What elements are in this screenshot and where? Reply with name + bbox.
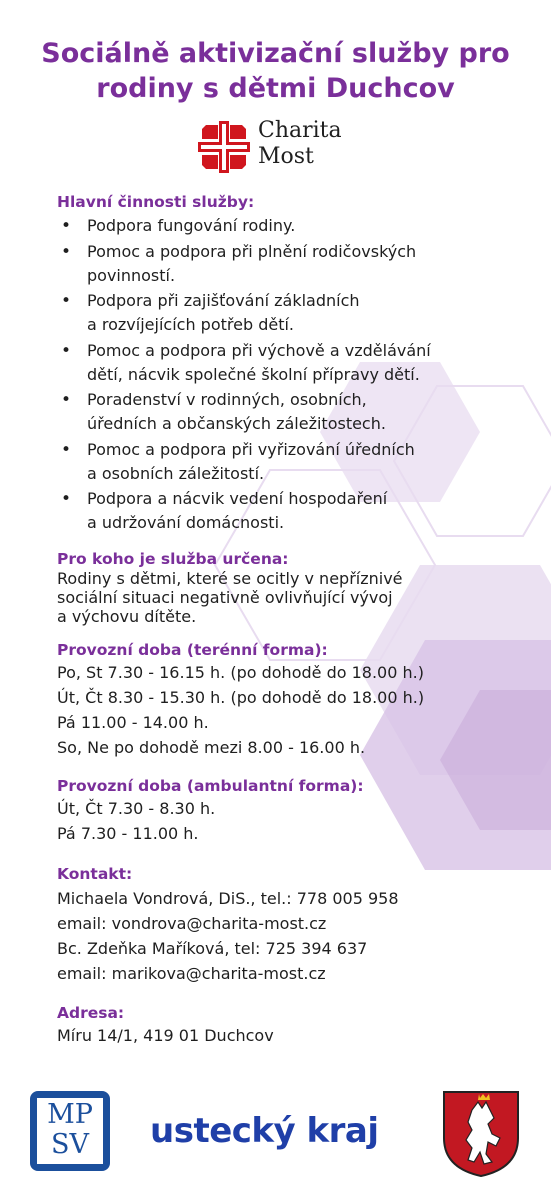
contact-section — [57, 864, 527, 986]
charita-cross-icon — [198, 121, 250, 173]
activity-item — [57, 214, 527, 238]
activity-item — [57, 487, 527, 535]
activities-list — [57, 214, 527, 535]
activity-line: • Podpora a nácvik vedení hospodaření — [87, 489, 388, 508]
target-line: Rodiny s dětmi, které se ocitly v nepříznivé — [57, 569, 403, 588]
contact-line: Bc. Zdeňka Maříková, tel: 725 394 637 — [57, 939, 368, 958]
hours-line: Út, Čt 7.30 - 8.30 h. — [57, 799, 216, 818]
ustecky-kraj-logo — [150, 1108, 410, 1158]
hours-field-heading: Provozní doba (terénní forma): — [57, 641, 328, 659]
target-line: a výchovu dítěte. — [57, 607, 197, 626]
contact-email-link[interactable]: email: vondrova@charita-most.cz — [57, 914, 327, 933]
hours-line: Po, St 7.30 - 16.15 h. (po dohodě do 18.00 h.) — [57, 663, 424, 682]
activity-item — [57, 438, 527, 486]
hours-line: Pá 7.30 - 11.00 h. — [57, 824, 199, 843]
activity-line: • Pomoc a podpora při plnění rodičovských — [87, 241, 417, 261]
target-line: sociální situaci negativně ovlivňující vývoj — [57, 588, 393, 607]
activity-line: • Pomoc a podpora při výchově a vzdělávání — [87, 340, 431, 360]
hours-amb-heading: Provozní doba (ambulantní forma): — [57, 777, 364, 795]
hours-field-section — [57, 640, 527, 760]
content — [57, 192, 527, 1048]
activity-line: • Podpora při zajišťování základních — [87, 291, 360, 310]
hours-amb-section — [57, 776, 527, 846]
contact-line: Michaela Vondrová, DiS., tel.: 778 005 958 — [57, 889, 399, 908]
activity-line: • Podpora fungování rodiny. — [87, 216, 296, 235]
target-heading: Pro koho je služba určena: — [57, 550, 289, 568]
page-title: Sociálně aktivizační služby pro rodiny s dětmi Duchcov — [41, 38, 510, 104]
hours-line: Út, Čt 8.30 - 15.30 h. (po dohodě do 18.00 h.) — [57, 688, 425, 707]
mpsv-text: SV — [51, 1129, 89, 1160]
activity-item — [57, 339, 527, 387]
activities-section — [57, 192, 527, 535]
activity-line: • Poradenství v rodinných, osobních, — [87, 390, 367, 409]
activity-line: a udržování domácnosti. — [87, 513, 285, 532]
activity-line: dětí, nácvik společné školní přípravy dětí. — [87, 364, 420, 384]
duchcov-crest-icon — [442, 1090, 520, 1178]
contact-email-link[interactable]: email: marikova@charita-most.cz — [57, 964, 326, 983]
activity-item — [57, 388, 527, 436]
mpsv-text: MP — [47, 1099, 93, 1130]
activity-line: • Pomoc a podpora při vyřizování úředních — [87, 439, 415, 459]
charita-most-logo: Charita Most — [198, 118, 358, 176]
duchcov-crest — [442, 1090, 520, 1178]
activity-item — [57, 289, 527, 337]
mpsv-logo — [29, 1090, 111, 1172]
activity-line: povinností. — [87, 265, 176, 285]
hours-line: So, Ne po dohodě mezi 8.00 - 16.00 h. — [57, 738, 366, 757]
target-section — [57, 549, 527, 626]
address-section — [57, 1003, 527, 1048]
address-line: Míru 14/1, 419 01 Duchcov — [57, 1026, 274, 1045]
contact-heading: Kontakt: — [57, 865, 133, 883]
address-heading: Adresa: — [57, 1004, 125, 1022]
activity-item — [57, 240, 527, 288]
activities-heading: Hlavní činnosti služby: — [57, 193, 255, 211]
activity-line: a osobních záležitostí. — [87, 463, 265, 483]
hours-line: Pá 11.00 - 14.00 h. — [57, 713, 209, 732]
activity-line: úředních a občanských záležitostech. — [87, 414, 386, 433]
ustecky-kraj-text: ustecký kraj — [150, 1111, 379, 1151]
activity-line: a rozvíjejících potřeb dětí. — [87, 315, 294, 334]
